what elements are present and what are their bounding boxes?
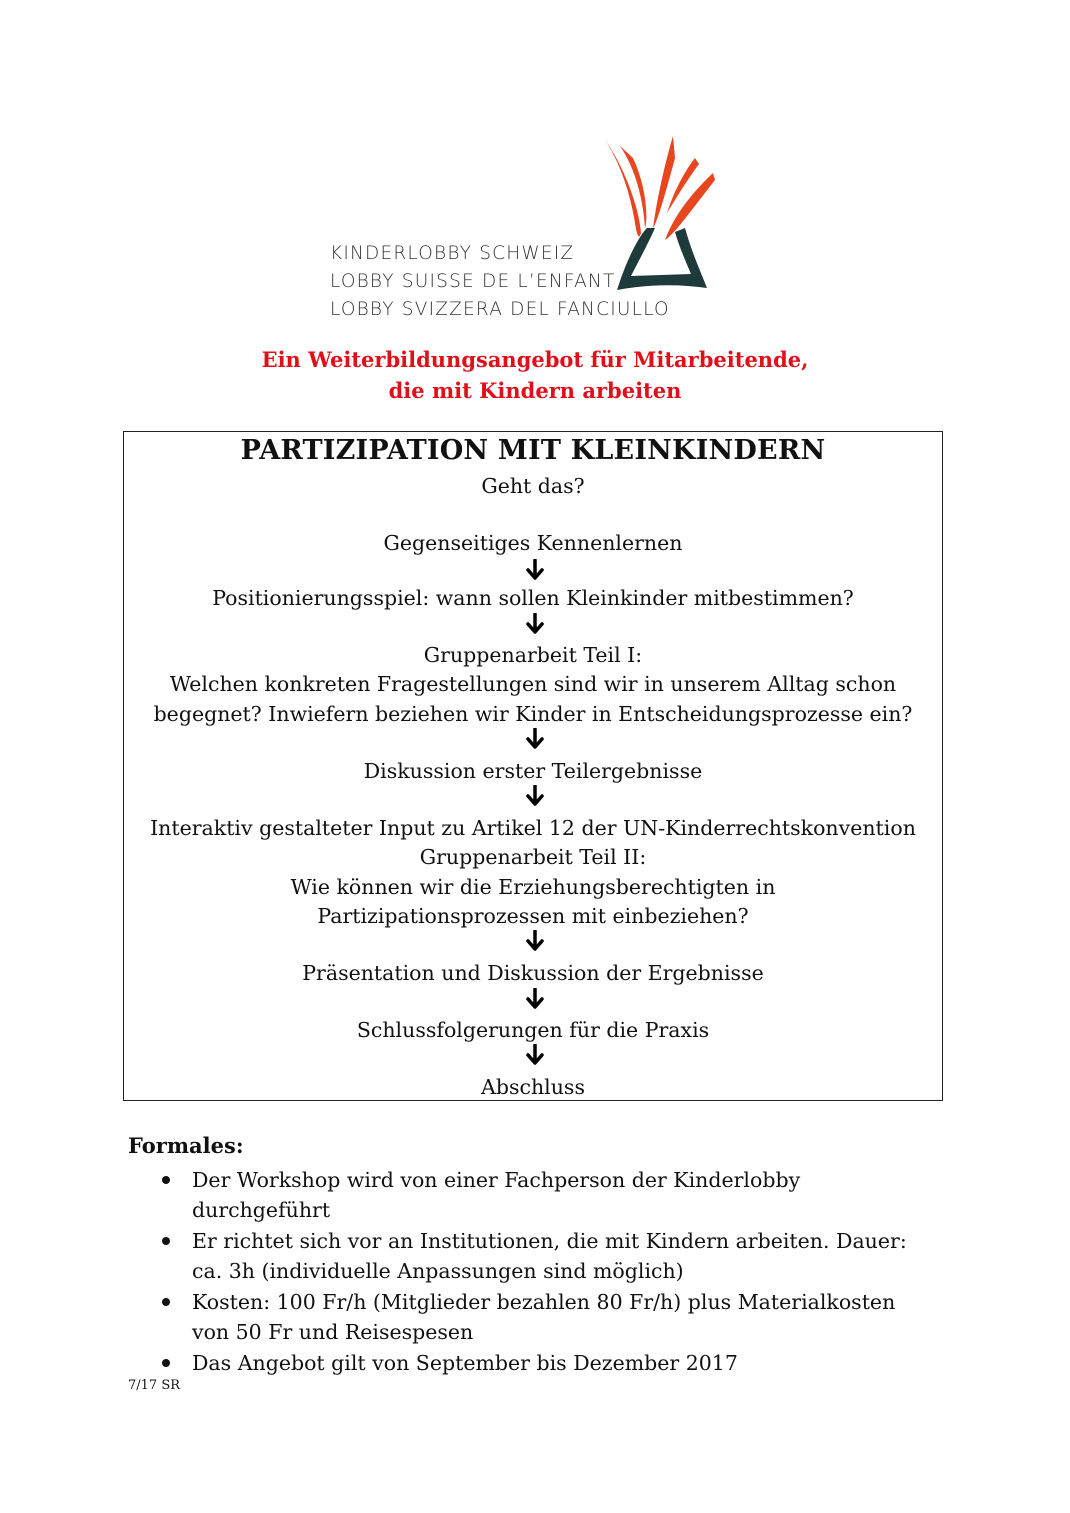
- flow-step-detail: begegnet? Inwiefern beziehen wir Kinder in Entscheidungsprozesse ein?: [153, 702, 913, 726]
- list-item: [128, 1165, 928, 1225]
- arrow-down-icon: [525, 1044, 545, 1066]
- list-item: [128, 1348, 928, 1378]
- flow-step: Diskussion erster Teilergebnisse: [363, 759, 703, 783]
- formales-list: [128, 1165, 928, 1379]
- bullet-icon: [162, 1176, 170, 1184]
- flow-step: Interaktiv gestalteter Input zu Artikel 12 der UN-Kinderrechtskonvention: [150, 816, 916, 840]
- bullet-icon: [162, 1298, 170, 1306]
- list-item: [128, 1226, 928, 1286]
- logo-line-de: KINDERLOBBY SCHWEIZ: [330, 243, 575, 264]
- arrow-down-icon: [525, 930, 545, 952]
- arrow-down-icon: [525, 613, 545, 635]
- list-item-line: Kosten: 100 Fr/h (Mitglieder bezahlen 80 Fr/h) plus Materialkosten: [192, 1290, 896, 1314]
- list-item-line: durchgeführt: [192, 1198, 331, 1222]
- flow-step: Präsentation und Diskussion der Ergebnisse: [302, 961, 764, 985]
- list-item-line: ca. 3h (individuelle Anpassungen sind möglich): [192, 1259, 684, 1283]
- subtitle-line-2: die mit Kindern arbeiten: [388, 378, 682, 403]
- arrow-down-icon: [525, 785, 545, 807]
- logo-line-it: LOBBY SVIZZERA DEL FANCIULLO: [330, 299, 670, 320]
- list-item-line: Der Workshop wird von einer Fachperson der Kinderlobby: [192, 1168, 801, 1192]
- flow-step: Gruppenarbeit Teil II:: [419, 845, 647, 869]
- flow-step: Positionierungsspiel: wann sollen Kleinkinder mitbestimmen?: [212, 586, 854, 610]
- list-item-line: Er richtet sich vor an Institutionen, die mit Kindern arbeiten. Dauer:: [192, 1229, 907, 1253]
- subtitle-line-1: Ein Weiterbildungsangebot für Mitarbeitende,: [261, 347, 809, 372]
- arrow-down-icon: [525, 988, 545, 1010]
- flow-step: Gegenseitiges Kennenlernen: [383, 531, 683, 555]
- flow-step: Schlussfolgerungen für die Praxis: [356, 1018, 710, 1042]
- flow-subtitle: Geht das?: [481, 474, 585, 498]
- arrow-down-icon: [525, 728, 545, 750]
- flow-title: PARTIZIPATION MIT KLEINKINDERN: [240, 435, 826, 466]
- formales-heading: Formales:: [128, 1133, 244, 1158]
- flow-step-detail: Partizipationsprozessen mit einbeziehen?: [317, 904, 749, 928]
- flow-step: Gruppenarbeit Teil I:: [423, 643, 643, 667]
- logo-text: [330, 240, 670, 324]
- organization-logo: [325, 128, 725, 328]
- workshop-flow-box: [123, 431, 943, 1101]
- list-item: [128, 1287, 928, 1347]
- list-item-line: von 50 Fr und Reisespesen: [192, 1320, 474, 1344]
- bullet-icon: [162, 1237, 170, 1245]
- list-item-line: Das Angebot gilt von September bis Dezember 2017: [192, 1351, 738, 1375]
- arrow-down-icon: [525, 559, 545, 581]
- footer-note: 7/17 SR: [128, 1378, 181, 1393]
- flow-step-detail: Welchen konkreten Fragestellungen sind wir in unserem Alltag schon: [169, 672, 897, 696]
- flow-step: Abschluss: [481, 1075, 585, 1099]
- flow-step-detail: Wie können wir die Erziehungsberechtigten in: [290, 875, 776, 899]
- offer-subtitle: [0, 344, 1070, 406]
- logo-line-fr: LOBBY SUISSE DE L’ENFANT: [330, 271, 616, 292]
- bullet-icon: [162, 1359, 170, 1367]
